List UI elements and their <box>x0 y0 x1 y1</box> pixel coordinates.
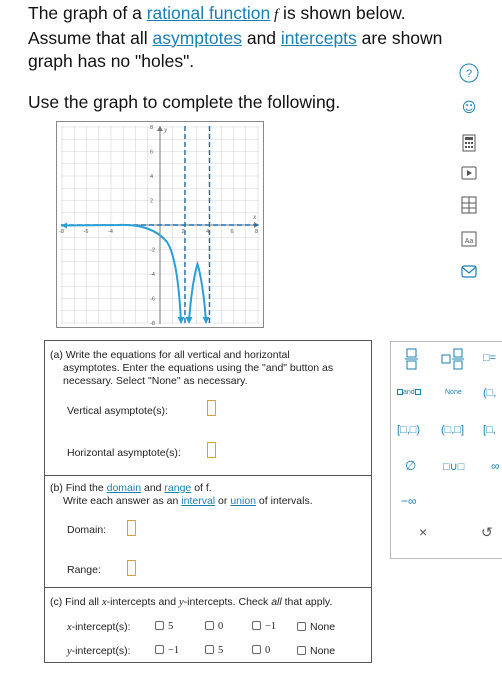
domain-link[interactable]: domain <box>106 482 142 494</box>
y-intercept-option-neg1[interactable]: −1 <box>155 645 179 656</box>
y-intercept-option-5[interactable]: 5 <box>205 645 223 656</box>
interval-open-closed-button[interactable]: (□,□] <box>441 424 465 436</box>
part-a-prompt: (a) Write the equations for all vertical and horizontal asymptotes. Enter the equations using the "and" button as necessary. Select "None" as necessary. <box>50 349 334 387</box>
union-link[interactable]: union <box>230 495 257 507</box>
intercepts-link[interactable]: intercepts <box>280 28 357 48</box>
infinity-button[interactable]: ∞ <box>491 459 500 473</box>
y-tick-label: 2 <box>150 198 154 205</box>
calculator-icon[interactable] <box>456 132 482 154</box>
video-icon[interactable] <box>456 162 482 184</box>
checkbox[interactable] <box>252 621 261 630</box>
x-intercept-option-0[interactable]: 0 <box>205 621 223 632</box>
x-tick-label: -4 <box>108 229 113 235</box>
intro-line-2: Assume that all asymptotes and intercepts are shown <box>28 28 443 48</box>
y-intercept-option-0[interactable]: 0 <box>252 645 270 656</box>
x-tick-label: 8 <box>255 229 259 235</box>
clear-button[interactable]: × <box>419 524 428 540</box>
text-icon[interactable] <box>456 228 482 250</box>
x-tick-label: 6 <box>230 229 234 235</box>
domain-label: Domain: <box>67 524 107 536</box>
checkbox[interactable] <box>297 646 306 655</box>
interval-link[interactable]: interval <box>181 495 216 507</box>
equals-button[interactable]: □= <box>483 352 497 364</box>
part-b-section <box>45 476 371 588</box>
vertical-asymptote-label: Vertical asymptote(s): <box>67 405 168 417</box>
y-axis-label: y <box>164 126 168 134</box>
intro-line-1: The graph of a rational function f is shown below. <box>28 3 406 23</box>
help-icon[interactable] <box>456 62 482 84</box>
undo-button[interactable]: ↺ <box>481 524 493 540</box>
interval-closed-open-button[interactable]: [□,□) <box>397 424 421 436</box>
y-tick-label: -6 <box>150 296 155 303</box>
graph-svg <box>57 122 263 327</box>
function-graph <box>56 121 264 328</box>
asymptotes-link[interactable]: asymptotes <box>152 28 242 48</box>
checkbox[interactable] <box>155 645 164 654</box>
person-icon[interactable] <box>456 96 482 118</box>
instruction-text: Use the graph to complete the following. <box>28 92 341 112</box>
vertical-asymptote-input[interactable] <box>207 400 216 416</box>
question-box <box>44 340 372 663</box>
part-a-section <box>45 341 371 476</box>
y-tick-label: 8 <box>150 125 154 131</box>
curve-middle-branch <box>189 264 206 322</box>
grid-icon[interactable] <box>456 194 482 216</box>
part-b-prompt: (b) Find the domain and range of f. Write each answer as an interval or union of intervals. <box>50 482 313 507</box>
interval-closed-partial-button[interactable]: [□, <box>483 424 496 436</box>
y-tick-label: -8 <box>150 321 155 327</box>
none-button[interactable]: None <box>445 389 462 396</box>
interval-open-partial-button[interactable]: (□, <box>483 387 497 399</box>
range-input[interactable] <box>127 560 136 576</box>
checkbox[interactable] <box>252 645 261 654</box>
x-tick-label: -6 <box>83 229 89 235</box>
x-tick-label: 4 <box>206 229 210 235</box>
x-intercept-label: x-intercept(s): <box>67 621 131 633</box>
y-tick-label: 6 <box>150 149 154 156</box>
svg-text:?: ? <box>465 68 473 80</box>
y-intercept-label: y-intercept(s): <box>67 645 131 657</box>
and-button[interactable]: and <box>397 389 421 396</box>
checkbox[interactable] <box>155 621 164 630</box>
x-intercept-option-none[interactable]: None <box>297 621 335 633</box>
x-tick-label: -8 <box>59 229 64 235</box>
x-axis-label: x <box>253 213 257 221</box>
range-label: Range: <box>67 564 101 576</box>
rational-function-link[interactable]: rational function <box>146 3 271 23</box>
y-tick-label: 4 <box>150 174 154 180</box>
domain-input[interactable] <box>127 520 136 536</box>
curve-left-branch <box>61 225 181 322</box>
intro-line-3: graph has no "holes". <box>28 51 195 71</box>
x-intercept-option-5[interactable]: 5 <box>155 621 173 632</box>
problem-intro <box>28 2 502 73</box>
math-palette <box>390 341 502 559</box>
y-intercept-option-none[interactable]: None <box>297 645 335 657</box>
fraction-button[interactable] <box>405 348 419 373</box>
svg-text:☺: ☺ <box>461 100 477 116</box>
neg-infinity-button[interactable]: −∞ <box>401 494 417 508</box>
empty-set-button[interactable]: ∅ <box>405 458 417 473</box>
part-c-section <box>45 588 371 662</box>
checkbox[interactable] <box>205 645 214 654</box>
union-button[interactable]: □∪□ <box>443 461 465 473</box>
mixed-number-button[interactable] <box>441 348 465 373</box>
part-c-prompt: (c) Find all x-intercepts and y-intercepts. Check all that apply. <box>50 596 333 608</box>
x-intercept-option-neg1[interactable]: −1 <box>252 621 276 632</box>
y-tick-label: -2 <box>150 247 155 254</box>
horizontal-asymptote-input[interactable] <box>207 442 216 458</box>
range-link[interactable]: range <box>164 482 192 494</box>
x-tick-label: 2 <box>181 229 185 235</box>
svg-text:Aa: Aa <box>464 238 474 245</box>
checkbox[interactable] <box>297 622 306 631</box>
horizontal-asymptote-label: Horizontal asymptote(s): <box>67 447 181 459</box>
checkbox[interactable] <box>205 621 214 630</box>
y-tick-label: -4 <box>150 272 155 278</box>
mail-icon[interactable] <box>456 260 482 282</box>
